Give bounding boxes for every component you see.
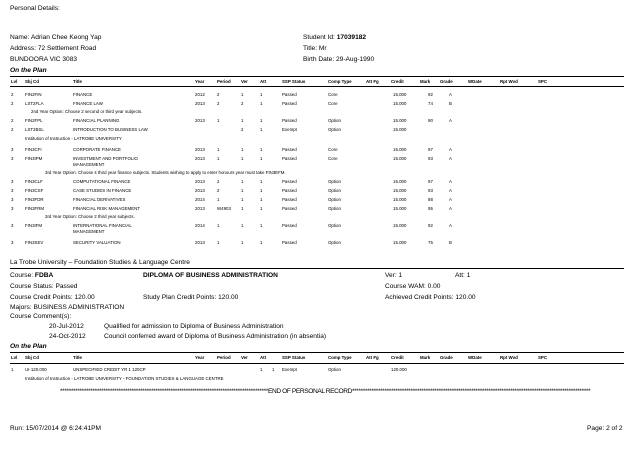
cell-ver: 1 <box>241 179 244 184</box>
cell-grade: A <box>449 147 452 152</box>
column-header: Comp Type <box>328 79 352 84</box>
cell-comp: Option <box>328 206 341 211</box>
cell-period: 1 <box>217 147 220 152</box>
cell-comp: Option <box>328 188 341 193</box>
birth-date: Birth Date: 29-Aug-1990 <box>303 56 375 63</box>
column-header: Year <box>195 355 205 360</box>
student-title: Title: Mr <box>303 45 327 52</box>
column-header: Sbj Cd <box>25 79 39 84</box>
cell-status: Passed <box>282 156 297 161</box>
cell-lvl: 3 <box>11 206 14 211</box>
course-attempt: Att: 1 <box>455 272 471 279</box>
course-version: Ver: 1 <box>385 272 403 279</box>
option-note: 2nd Year Option: Choose 2 second or third year subjects. <box>31 109 143 114</box>
column-header: Sbj Cd <box>25 355 39 360</box>
cell-lvl: 3 <box>11 188 14 193</box>
majors: Majors: BUSINESS ADMINISTRATION <box>10 304 125 311</box>
cell-status: Passed <box>282 101 297 106</box>
column-header: Credit <box>391 355 404 360</box>
column-header: Title <box>73 355 82 360</box>
cell-year: 2014 <box>195 223 205 228</box>
cell-code: FIN2FIN <box>25 92 42 97</box>
cell-lvl: 3 <box>11 179 14 184</box>
cell-status: Exempt <box>282 127 297 132</box>
course-credit-points: Course Credit Points: 120.00 <box>10 294 95 301</box>
cell-credit: 15.000 <box>393 179 407 184</box>
cell-lvl: 1 <box>11 367 14 372</box>
cell-year: 2013 <box>195 101 205 106</box>
student-id: Student Id: 17039182 <box>303 34 367 41</box>
cell-year: 2013 <box>195 156 205 161</box>
cell-comp: Option <box>328 127 341 132</box>
cell-comp: Option <box>328 223 341 228</box>
cell-status: Exempt <box>282 367 297 372</box>
study-plan-credit-points: Study Plan Credit Points: 120.00 <box>143 294 239 301</box>
cell-att: 1 <box>260 118 263 123</box>
cell-title: CASE STUDIES IN FINANCE <box>73 188 132 193</box>
column-header: Period <box>217 355 231 360</box>
cell-comp: Option <box>328 179 341 184</box>
divider <box>10 76 624 77</box>
cell-period: 1 <box>217 156 220 161</box>
cell-grade: A <box>449 156 452 161</box>
column-header: Period <box>217 79 231 84</box>
cell-lvl: 2 <box>11 127 14 132</box>
column-header: Grade <box>440 79 453 84</box>
cell-title: INTRODUCTION TO BUSINESS LAW <box>73 127 148 132</box>
cell-title: FINANCE <box>73 92 93 97</box>
cell-mark: 93 <box>428 188 433 193</box>
cell-att: 1 <box>260 92 263 97</box>
cell-grade: A <box>449 223 452 228</box>
cell-title: COMPUTATIONAL FINANCE <box>73 179 131 184</box>
cell-title: SECURITY VALUATION <box>73 240 121 245</box>
cell-ver: 1 <box>241 147 244 152</box>
column-header: Lvl <box>11 355 18 360</box>
cell-att: 1 <box>260 156 263 161</box>
cell-code: UI-120.000 <box>25 367 47 372</box>
cell-period: 1 <box>217 197 220 202</box>
cell-credit: 15.000 <box>393 147 407 152</box>
cell-code: LST2BSL <box>25 127 44 132</box>
column-header: Year <box>195 79 205 84</box>
cell-period: 1 <box>260 367 263 372</box>
cell-title: FINANCIAL PLANNING <box>73 118 120 123</box>
cell-lvl: 2 <box>11 92 14 97</box>
cell-period: 2 <box>217 101 220 106</box>
cell-code: FIN3IPM <box>25 156 43 161</box>
cell-grade: A <box>449 206 452 211</box>
cell-code: FIN3CLF <box>25 179 43 184</box>
column-header: Grade <box>440 355 453 360</box>
cell-year: 2013 <box>195 147 205 152</box>
cell-ver: 1 <box>241 118 244 123</box>
column-header: SPC <box>538 355 548 360</box>
cell-status: Passed <box>282 179 297 184</box>
cell-grade: A <box>449 179 452 184</box>
column-header: Title <box>73 79 82 84</box>
cell-credit: 15.000 <box>393 223 407 228</box>
cell-code: FIN2FPL <box>25 118 43 123</box>
comment-text: Council conferred award of Diploma of Business Administration (in absentia) <box>104 333 327 340</box>
course-code: Course: FDBA <box>10 272 54 279</box>
cell-mark: 97 <box>428 179 433 184</box>
divider <box>10 363 624 364</box>
cell-comp: Core <box>328 101 338 106</box>
cell-status: Passed <box>282 118 297 123</box>
cell-year: 2013 <box>195 188 205 193</box>
cell-mark: 88 <box>428 197 433 202</box>
comment-date: 20-Jul-2012 <box>49 323 84 330</box>
cell-credit: 15.000 <box>393 127 407 132</box>
cell-grade: B <box>449 101 452 106</box>
cell-status: Passed <box>282 92 297 97</box>
plan-heading: On the Plan <box>10 343 47 350</box>
column-header: SSP Status <box>282 79 306 84</box>
cell-grade: A <box>449 92 452 97</box>
cell-comp: Core <box>328 147 338 152</box>
cell-comp: Option <box>328 118 341 123</box>
cell-year: 2012 <box>195 92 205 97</box>
cell-att: 1 <box>260 179 263 184</box>
cell-mark: 92 <box>428 92 433 97</box>
student-name: Name: Adrian Chee Keong Yap <box>10 34 102 41</box>
column-header: Att <box>260 79 267 84</box>
cell-code: FIN3CSF <box>25 188 44 193</box>
cell-title-continued: MANAGEMENT <box>73 229 105 234</box>
cell-code: FIN3IFM <box>25 223 43 228</box>
cell-credit: 15.000 <box>393 156 407 161</box>
cell-comp: Core <box>328 156 338 161</box>
cell-credit: 15.000 <box>393 197 407 202</box>
cell-credit: 15.000 <box>393 188 407 193</box>
run-timestamp: Run: 15/07/2014 @ 6:24:41PM <box>10 425 102 432</box>
cell-period: 2 <box>217 179 220 184</box>
cell-att: 1 <box>260 240 263 245</box>
address-line1: Address: 72 Settlement Road <box>10 45 97 52</box>
cell-title: CORPORATE FINANCE <box>73 147 121 152</box>
cell-status: Passed <box>282 147 297 152</box>
cell-period: 1 <box>217 240 220 245</box>
cell-credit: 15.000 <box>393 101 407 106</box>
divider <box>10 352 624 353</box>
column-header: SSP Status <box>282 355 306 360</box>
column-header: Credit <box>391 79 404 84</box>
column-header: Comp Type <box>328 355 352 360</box>
cell-credit: 15.000 <box>393 118 407 123</box>
cell-ver: 1 <box>241 156 244 161</box>
cell-period: 1 <box>217 223 220 228</box>
cell-att: 1 <box>260 127 263 132</box>
column-header: Att <box>260 355 267 360</box>
cell-lvl: 3 <box>11 147 14 152</box>
cell-year: 2013 <box>195 179 205 184</box>
cell-grade: B <box>449 240 452 245</box>
cell-att: 1 <box>260 223 263 228</box>
cell-comp: Option <box>328 367 341 372</box>
cell-comp: Core <box>328 92 338 97</box>
cell-year: 2013 <box>195 206 205 211</box>
column-header: Att Fg <box>366 79 379 84</box>
course-wam: Course WAM: 0.00 <box>385 283 441 290</box>
column-header: Att Fg <box>366 355 379 360</box>
cell-ver: 2 <box>241 101 244 106</box>
cell-comp: Option <box>328 240 341 245</box>
cell-code: FIN3FDR <box>25 197 44 202</box>
cell-ver: 1 <box>241 188 244 193</box>
cell-title: UNSPECIFIED CREDIT YR 1 120CP <box>73 367 146 372</box>
course-name: DIPLOMA OF BUSINESS ADMINISTRATION <box>143 272 278 279</box>
cell-status: Passed <box>282 197 297 202</box>
cell-credit: 15.000 <box>393 240 407 245</box>
cell-title: FINANCIAL DERIVATIVES <box>73 197 126 202</box>
cell-ver: 1 <box>241 92 244 97</box>
cell-lvl: 3 <box>11 240 14 245</box>
column-header: WDate <box>468 355 482 360</box>
cell-ver: 1 <box>272 367 275 372</box>
cell-code: LST2FLA <box>25 101 44 106</box>
cell-ver: 2 <box>241 127 244 132</box>
cell-period: 1 <box>217 118 220 123</box>
cell-mark: 95 <box>428 206 433 211</box>
cell-year: 2013 <box>195 240 205 245</box>
cell-att: 1 <box>260 147 263 152</box>
cell-mark: 93 <box>428 156 433 161</box>
cell-att: 1 <box>260 197 263 202</box>
address-line2: BUNDOORA VIC 3083 <box>10 56 78 63</box>
cell-year: 2014 <box>195 197 205 202</box>
comments-label: Course Comment(s): <box>10 313 72 320</box>
cell-mark: 75 <box>428 240 433 245</box>
column-header: Ver <box>241 355 248 360</box>
column-header: Lvl <box>11 79 18 84</box>
cell-ver: 1 <box>241 206 244 211</box>
comment-text: Qualified for admission to Diploma of Business Administration <box>104 323 284 330</box>
column-header: Rpt Wvd <box>500 79 518 84</box>
cell-code: FIN3CFI <box>25 147 42 152</box>
cell-status: Passed <box>282 206 297 211</box>
institution-title: La Trobe University – Foundation Studies & Language Centre <box>10 259 190 266</box>
cell-credit: 15.000 <box>393 92 407 97</box>
cell-period: 2 <box>217 92 220 97</box>
column-header: Mark <box>420 79 431 84</box>
cell-credit: 15.000 <box>393 206 407 211</box>
cell-grade: A <box>449 118 452 123</box>
divider <box>10 86 624 87</box>
cell-grade: A <box>449 188 452 193</box>
cell-title: FINANCE LAW <box>73 101 103 106</box>
option-note: 3rd Year Option: Choose 4 third year finance subjects. Students wishing to apply to enter honours year must take FIN3EFM. <box>45 170 286 175</box>
cell-code: FIN3FRM <box>25 206 45 211</box>
cell-period: 2 <box>217 188 220 193</box>
cell-mark: 97 <box>428 147 433 152</box>
cell-mark: 74 <box>428 101 433 106</box>
cell-status: Passed <box>282 240 297 245</box>
cell-mark: 92 <box>428 223 433 228</box>
cell-title: FINANCIAL RISK MANAGEMENT <box>73 206 140 211</box>
column-header: Mark <box>420 355 431 360</box>
achieved-credit-points: Achieved Credit Points: 120.00 <box>385 294 476 301</box>
institution-note: Institution of Instruction - LATROBE UNIVERSITY - FOUNDATION STUDIES & LANGUAGE CENTRE <box>25 376 224 381</box>
cell-att: 1 <box>260 188 263 193</box>
cell-code: FIN3SEV <box>25 240 44 245</box>
cell-lvl: 2 <box>11 101 14 106</box>
end-of-record-banner <box>60 388 630 395</box>
column-header: Rpt Wvd <box>500 355 518 360</box>
cell-status: Passed <box>282 223 297 228</box>
option-note: 3rd Year Option: Choose 2 third year subjects. <box>45 214 135 219</box>
cell-ver: 1 <box>241 240 244 245</box>
course-status: Course Status: Passed <box>10 283 78 290</box>
plan-heading: On the Plan <box>10 67 47 74</box>
end-of-record-text: END OF PERSONAL RECORD <box>267 388 352 395</box>
cell-lvl: 2 <box>11 118 14 123</box>
cell-title-continued: MANAGEMENT <box>73 162 105 167</box>
cell-ver: 1 <box>241 223 244 228</box>
cell-grade: A <box>449 197 452 202</box>
cell-comp: Option <box>328 197 341 202</box>
cell-period: W4903 <box>217 206 231 211</box>
institution-note: Institution of Instruction - LATROBE UNIVERSITY <box>25 136 122 141</box>
column-header: SPC <box>538 79 548 84</box>
cell-lvl: 3 <box>11 156 14 161</box>
column-header: Ver <box>241 79 248 84</box>
cell-title: INTERNATIONAL FINANCIAL <box>73 223 132 228</box>
column-header: WDate <box>468 79 482 84</box>
comment-date: 24-Oct-2012 <box>49 333 86 340</box>
divider <box>10 268 624 269</box>
cell-status: Passed <box>282 188 297 193</box>
cell-ver: 1 <box>241 197 244 202</box>
cell-lvl: 3 <box>11 197 14 202</box>
cell-lvl: 3 <box>11 223 14 228</box>
cell-title: INVESTMENT AND PORTFOLIO <box>73 156 138 161</box>
cell-att: 1 <box>260 101 263 106</box>
page-number: Page: 2 of 2 <box>587 425 623 432</box>
asterisk-fill: ************************************************************************************************************** <box>351 388 591 395</box>
page-heading: Personal Details: <box>10 5 60 12</box>
cell-credit: 120.000 <box>391 367 407 372</box>
cell-att: 1 <box>260 206 263 211</box>
cell-mark: 90 <box>428 118 433 123</box>
asterisk-fill: ************************************************************************************************ <box>60 388 268 395</box>
cell-year: 2013 <box>195 118 205 123</box>
